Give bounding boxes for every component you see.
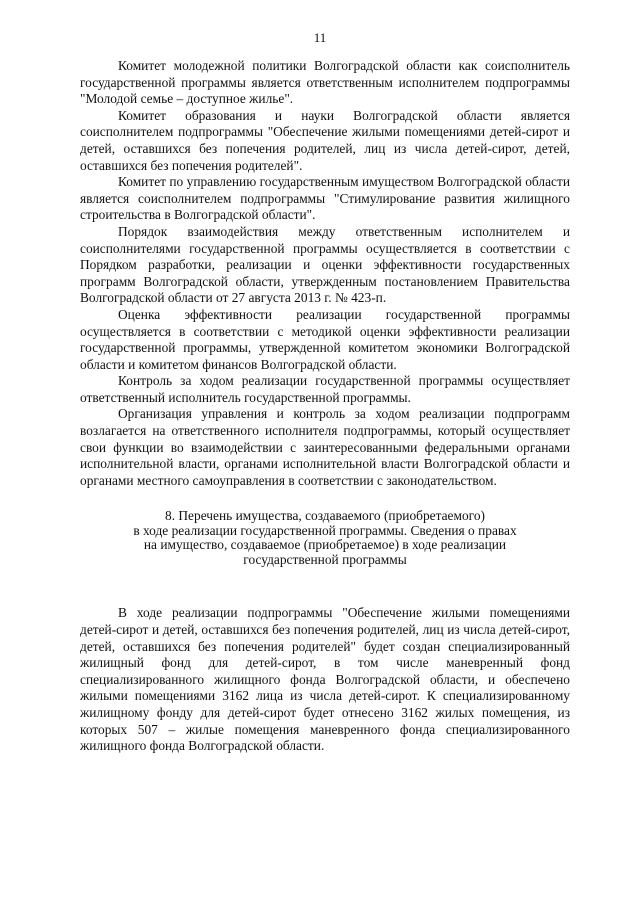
section-8-heading-line: на имущество, создаваемое (приобретаемое) в ходе реализации xyxy=(143,537,507,553)
paragraph-interaction-procedure: Порядок взаимодействия между ответственным исполнителем и соисполнителями государственной программы осуществляется в соответствии с Порядком разработки, реализации и оценки эффективности государственных программ Волгоградской области, утвержденным постановлением Правительства Волгоградской области от 27 августа 2013 г. № 423-п. xyxy=(80,223,570,306)
paragraph-youth-committee: Комитет молодежной политики Волгоградской области как соисполнитель государственной программы является ответственным исполнителем подпрограммы "Молодой семье – доступное жилье". xyxy=(80,58,570,107)
paragraph-property-committee: Комитет по управлению государственным имуществом Волгоградской области является соисполнителем подпрограммы "Стимулирование развития жилищного строительства в Волгоградской области". xyxy=(80,174,570,223)
section-8-heading xyxy=(80,509,570,567)
paragraph-housing-fund: В ходе реализации подпрограммы "Обеспечение жилыми помещениями детей-сирот и детей, оставшихся без попечения родителей, лиц из числа детей-сирот, детей, оставшихся без попечения родителей" будет создан специализированный жилищный фонд для детей-сирот, в том числе маневренный фонд специализированного жилищного фонда Волгоградской области, и обеспечено жилыми помещениями 3162 лица из числа детей-сирот. К специализированному жилищному фонду для детей-сирот будет отнесено 3162 жилых помещения, из которых 507 – жилые помещения маневренного фонда специализированного жилищного фонда Волгоградской области. xyxy=(80,605,570,754)
paragraph-subprogram-management: Организация управления и контроль за ходом реализации подпрограмм возлагается на ответственного исполнителя подпрограммы, который осуществляет свои функции во взаимодействии с заинтересованными федеральными органами исполнительной власти, органами исполнительной власти Волгоградской области и органами местного самоуправления в соответствии с законодательством. xyxy=(80,406,570,488)
section-8-heading-line: 8. Перечень имущества, создаваемого (приобретаемого) xyxy=(165,508,485,524)
document-body xyxy=(80,58,570,755)
paragraph-education-committee: Комитет образования и науки Волгоградской области является соисполнителем подпрограммы "Обеспечение жилыми помещениями детей-сирот и детей, оставшихся без попечения родителей, лиц из числа детей-сирот, детей, оставшихся без попечения родителей". xyxy=(80,107,570,173)
page-number: 11 xyxy=(313,30,327,45)
paragraph-program-control: Контроль за ходом реализации государственной программы осуществляет ответственный исполнитель государственной программы. xyxy=(80,373,570,405)
section-8-heading-line: в ходе реализации государственной программы. Сведения о правах xyxy=(133,522,517,538)
section-8-heading-line: государственной программы xyxy=(243,551,407,567)
paragraph-efficiency-evaluation: Оценка эффективности реализации государственной программы осуществляется в соответствии с методикой оценки эффективности реализации государственной программы, утвержденной комитетом экономики Волгоградской области и комитетом финансов Волгоградской области. xyxy=(80,306,570,372)
